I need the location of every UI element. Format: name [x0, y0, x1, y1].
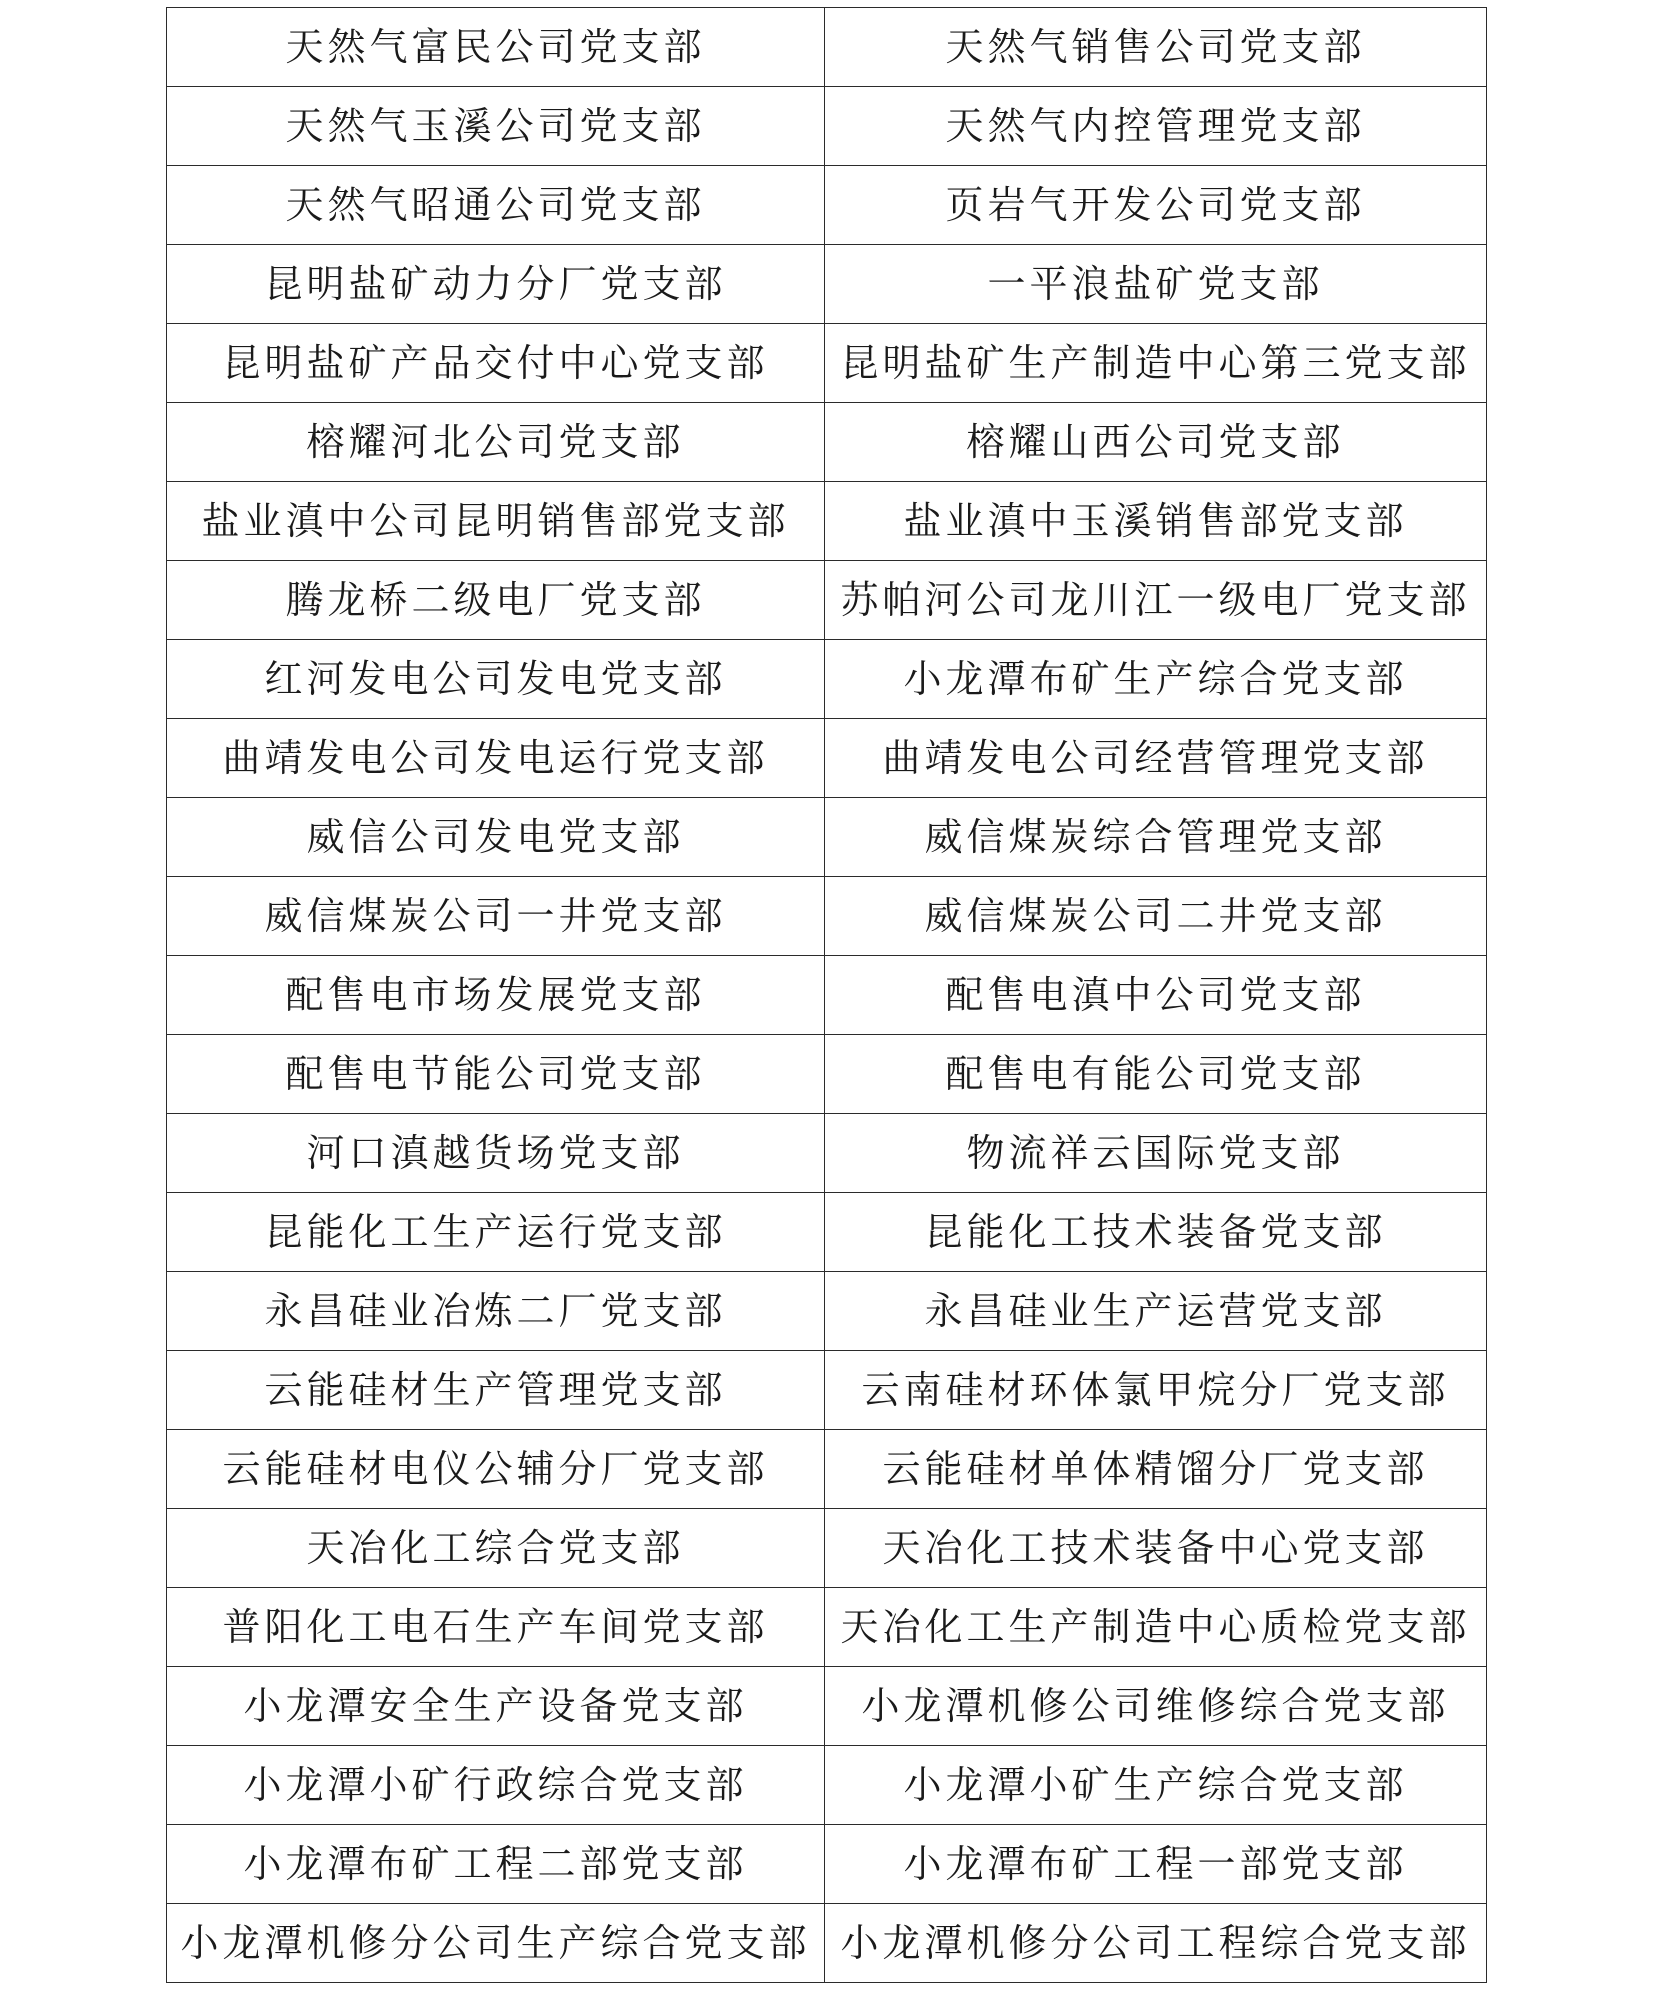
table-cell: 榕耀山西公司党支部	[825, 403, 1487, 482]
table-cell: 威信煤炭综合管理党支部	[825, 798, 1487, 877]
table-cell: 苏帕河公司龙川江一级电厂党支部	[825, 561, 1487, 640]
table-row	[167, 245, 1487, 324]
table-row	[167, 956, 1487, 1035]
table-cell: 物流祥云国际党支部	[825, 1114, 1487, 1193]
table-cell: 天然气销售公司党支部	[825, 8, 1487, 87]
table-cell: 小龙潭安全生产设备党支部	[167, 1667, 825, 1746]
table-cell: 昆明盐矿动力分厂党支部	[167, 245, 825, 324]
table-row	[167, 719, 1487, 798]
party-branch-table	[166, 7, 1487, 1983]
table-cell: 威信公司发电党支部	[167, 798, 825, 877]
table-cell: 榕耀河北公司党支部	[167, 403, 825, 482]
table-cell: 小龙潭布矿工程一部党支部	[825, 1825, 1487, 1904]
table-cell: 威信煤炭公司一井党支部	[167, 877, 825, 956]
table-cell: 天冶化工生产制造中心质检党支部	[825, 1588, 1487, 1667]
table-cell: 配售电节能公司党支部	[167, 1035, 825, 1114]
table-cell: 昆能化工生产运行党支部	[167, 1193, 825, 1272]
table-cell: 普阳化工电石生产车间党支部	[167, 1588, 825, 1667]
table-row	[167, 403, 1487, 482]
table-cell: 天然气富民公司党支部	[167, 8, 825, 87]
table-cell: 盐业滇中玉溪销售部党支部	[825, 482, 1487, 561]
table-cell: 天然气玉溪公司党支部	[167, 87, 825, 166]
table-row	[167, 1667, 1487, 1746]
table-cell: 河口滇越货场党支部	[167, 1114, 825, 1193]
table-row	[167, 482, 1487, 561]
table-cell: 云南硅材环体氯甲烷分厂党支部	[825, 1351, 1487, 1430]
table-row	[167, 324, 1487, 403]
table-row	[167, 8, 1487, 87]
table-cell: 昆明盐矿生产制造中心第三党支部	[825, 324, 1487, 403]
table-row	[167, 1430, 1487, 1509]
table-cell: 云能硅材单体精馏分厂党支部	[825, 1430, 1487, 1509]
table-cell: 天然气昭通公司党支部	[167, 166, 825, 245]
table-cell: 小龙潭机修分公司工程综合党支部	[825, 1904, 1487, 1983]
table-cell: 曲靖发电公司经营管理党支部	[825, 719, 1487, 798]
table-cell: 红河发电公司发电党支部	[167, 640, 825, 719]
table-row	[167, 1114, 1487, 1193]
table-row	[167, 1351, 1487, 1430]
table-cell: 小龙潭布矿工程二部党支部	[167, 1825, 825, 1904]
table-cell: 昆能化工技术装备党支部	[825, 1193, 1487, 1272]
table-cell: 盐业滇中公司昆明销售部党支部	[167, 482, 825, 561]
table-row	[167, 1509, 1487, 1588]
table-row	[167, 640, 1487, 719]
table-cell: 威信煤炭公司二井党支部	[825, 877, 1487, 956]
table-cell: 小龙潭机修公司维修综合党支部	[825, 1667, 1487, 1746]
table-cell: 永昌硅业生产运营党支部	[825, 1272, 1487, 1351]
table-row	[167, 1825, 1487, 1904]
table-cell: 云能硅材生产管理党支部	[167, 1351, 825, 1430]
table-row	[167, 561, 1487, 640]
table-cell: 小龙潭机修分公司生产综合党支部	[167, 1904, 825, 1983]
table-row	[167, 1193, 1487, 1272]
table-cell: 腾龙桥二级电厂党支部	[167, 561, 825, 640]
table-row	[167, 798, 1487, 877]
table-row	[167, 1588, 1487, 1667]
table-cell: 天冶化工综合党支部	[167, 1509, 825, 1588]
table-cell: 配售电滇中公司党支部	[825, 956, 1487, 1035]
table-cell: 小龙潭小矿生产综合党支部	[825, 1746, 1487, 1825]
table-row	[167, 1035, 1487, 1114]
table-cell: 配售电有能公司党支部	[825, 1035, 1487, 1114]
table-cell: 页岩气开发公司党支部	[825, 166, 1487, 245]
table-cell: 永昌硅业冶炼二厂党支部	[167, 1272, 825, 1351]
table-cell: 云能硅材电仪公辅分厂党支部	[167, 1430, 825, 1509]
table-row	[167, 1904, 1487, 1983]
table-cell: 曲靖发电公司发电运行党支部	[167, 719, 825, 798]
table-row	[167, 877, 1487, 956]
table-cell: 小龙潭小矿行政综合党支部	[167, 1746, 825, 1825]
table-row	[167, 1272, 1487, 1351]
table-cell: 小龙潭布矿生产综合党支部	[825, 640, 1487, 719]
table-cell: 天冶化工技术装备中心党支部	[825, 1509, 1487, 1588]
table-row	[167, 1746, 1487, 1825]
table-cell: 昆明盐矿产品交付中心党支部	[167, 324, 825, 403]
table-cell: 天然气内控管理党支部	[825, 87, 1487, 166]
table-cell: 一平浪盐矿党支部	[825, 245, 1487, 324]
table-cell: 配售电市场发展党支部	[167, 956, 825, 1035]
table-row	[167, 166, 1487, 245]
table-row	[167, 87, 1487, 166]
